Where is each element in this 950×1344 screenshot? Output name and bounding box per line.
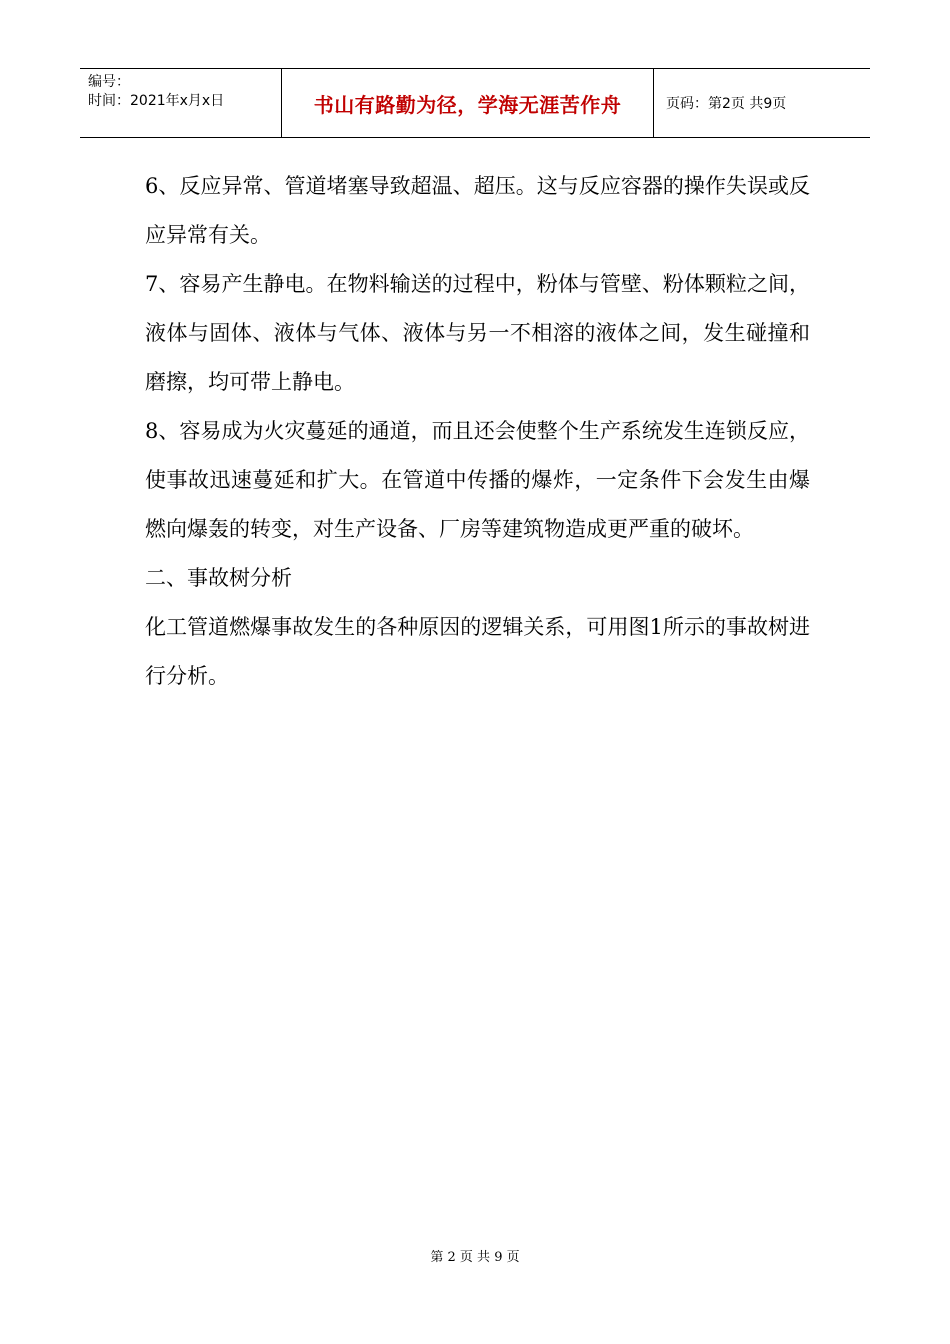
page-footer: 第 2 页 共 9 页	[430, 1250, 520, 1265]
document-time-label: 时间：2021年x月x日	[88, 93, 225, 109]
paragraph-item-8: 8、容易成为火灾蔓延的通道，而且还会使整个生产系统发生连锁反应，使事故迅速蔓延和扩大。在管道中传播的爆炸，一定条件下会发生由爆燃向爆轰的转变，对生产设备、厂房等建筑物造成更严重的破坏。	[145, 419, 810, 541]
document-number-label: 编号：	[88, 74, 130, 90]
paragraph-item-7: 7、容易产生静电。在物料输送的过程中，粉体与管壁、粉体颗粒之间，液体与固体、液体与气体、液体与另一不相溶的液体之间，发生碰撞和磨擦，均可带上静电。	[145, 272, 810, 394]
section-heading-fault-tree: 二、事故树分析	[145, 566, 292, 590]
header-page-info: 页码：第2页 共9页	[666, 96, 787, 112]
document-body	[145, 162, 810, 701]
paragraph-fault-tree-intro: 化工管道燃爆事故发生的各种原因的逻辑关系，可用图1所示的事故树进行分析。	[145, 615, 810, 688]
header-meta	[80, 69, 282, 137]
paragraph-item-6: 6、反应异常、管道堵塞导致超温、超压。这与反应容器的操作失误或反应异常有关。	[145, 174, 810, 247]
page-header	[80, 68, 870, 138]
header-motto: 书山有路勤为径，学海无涯苦作舟	[313, 92, 622, 117]
header-motto-cell	[282, 69, 654, 137]
